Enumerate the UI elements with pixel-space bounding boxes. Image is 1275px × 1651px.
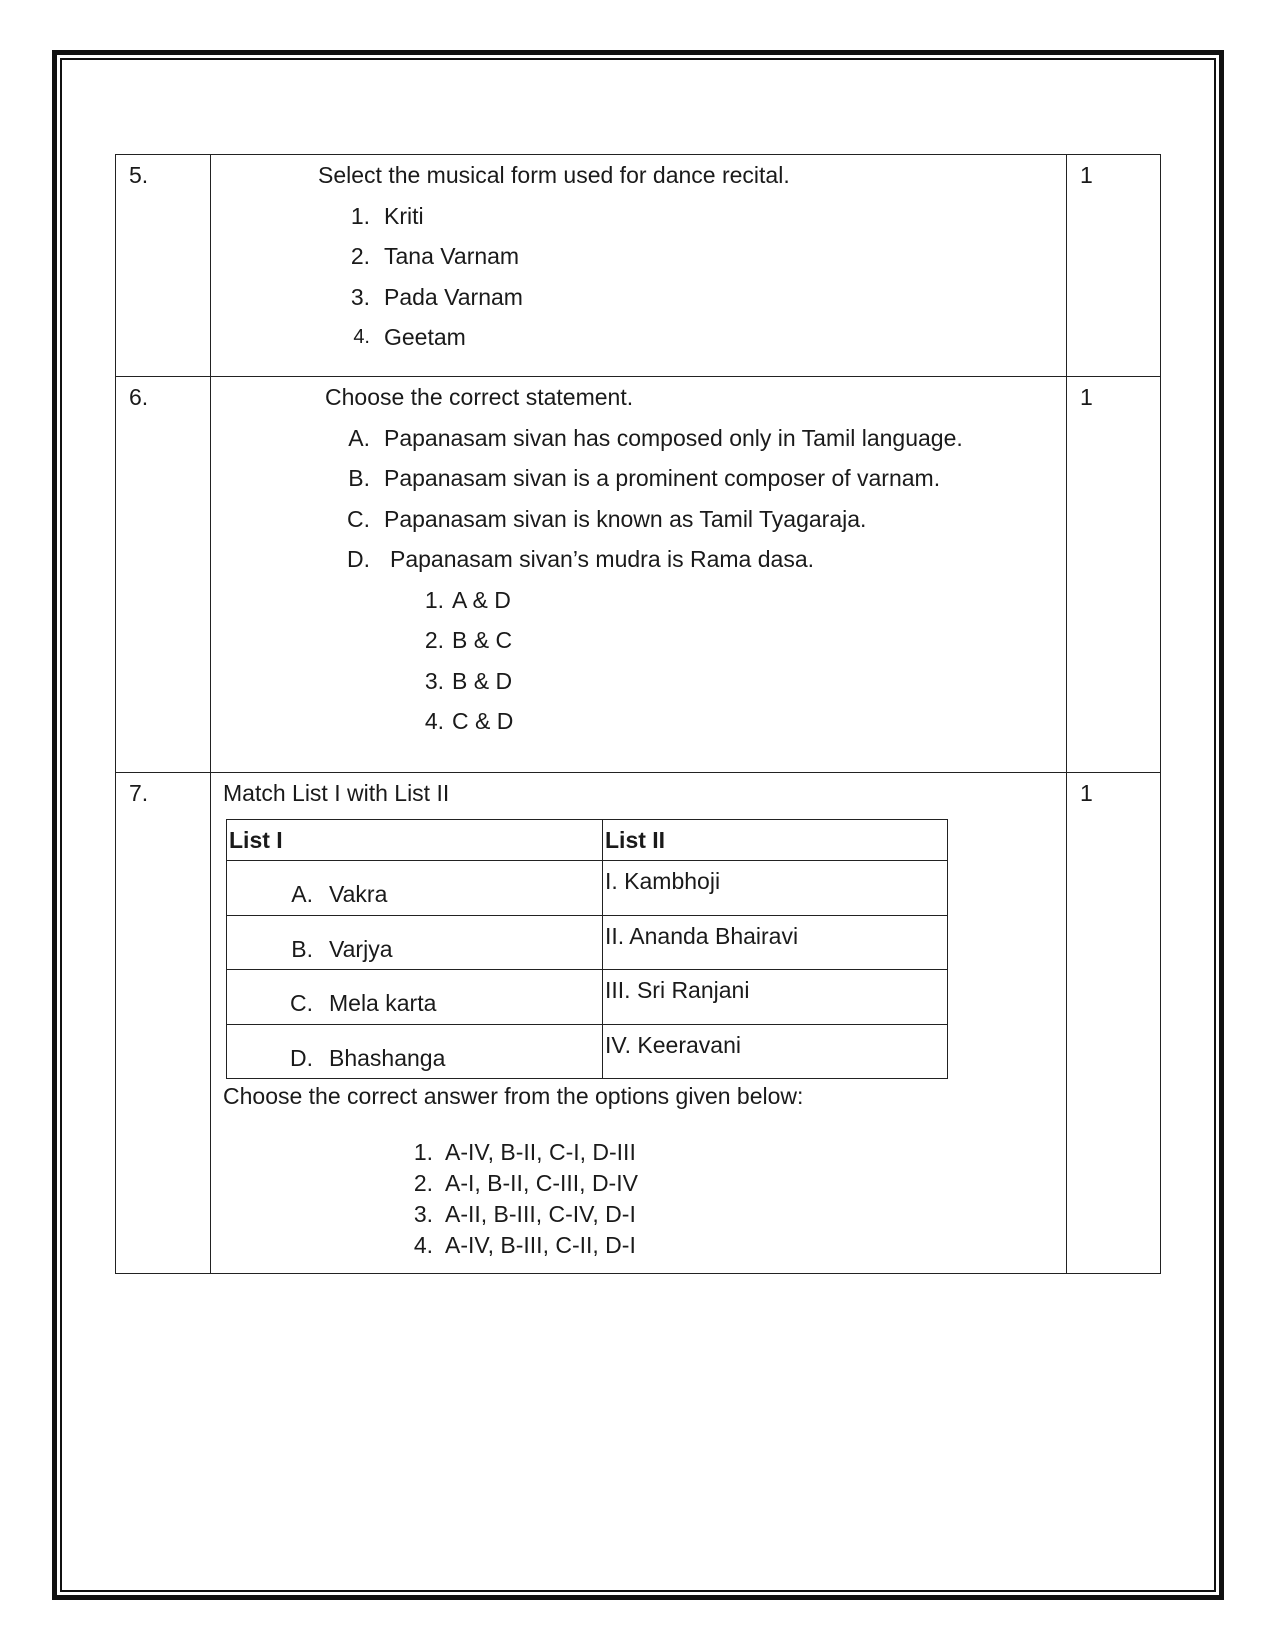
- option-item: 4. C & D: [424, 708, 514, 734]
- list-1-header: List I: [227, 819, 603, 861]
- option-item: 3. Pada Varnam: [350, 283, 523, 310]
- question-number: 7.: [116, 773, 211, 1274]
- list-2-item: IV. Keeravani: [603, 1024, 948, 1079]
- question-content: [211, 155, 1067, 377]
- list-2-header: List II: [603, 819, 948, 861]
- question-number: 5.: [116, 155, 211, 377]
- question-content: [211, 377, 1067, 773]
- option-item: 1. A & D: [424, 586, 511, 613]
- question-marks: 1: [1067, 773, 1161, 1274]
- option-item: 1. A-IV, B-II, C-I, D-III: [413, 1139, 636, 1165]
- statement-item: C. Papanasam sivan is known as Tamil Tyagaraja.: [347, 505, 867, 532]
- option-item: 2. A-I, B-II, C-III, D-IV: [413, 1170, 638, 1196]
- list-2-item: II. Ananda Bhairavi: [603, 915, 948, 970]
- match-header-row: [227, 819, 948, 861]
- question-row-5: [116, 155, 1161, 377]
- option-item: 2. B & C: [424, 627, 513, 653]
- match-table: [226, 819, 948, 1080]
- list-2-item: III. Sri Ranjani: [603, 970, 948, 1025]
- question-text: Select the musical form used for dance recital.: [318, 162, 790, 188]
- match-row: A. Vakra I. Kambhoji: [227, 861, 948, 916]
- option-item: 2. Tana Varnam: [350, 243, 520, 269]
- question-row-6: [116, 377, 1161, 773]
- question-table: [115, 154, 1161, 1274]
- question-marks: 1: [1067, 377, 1161, 773]
- question-number: 6.: [116, 377, 211, 773]
- match-row: D. Bhashanga IV. Keeravani: [227, 1024, 948, 1079]
- option-item: 3. B & D: [424, 667, 513, 694]
- match-row: C. Mela karta III. Sri Ranjani: [227, 970, 948, 1025]
- match-row: B. Varjya II. Ananda Bhairavi: [227, 915, 948, 970]
- question-text: Choose the correct statement.: [325, 384, 634, 410]
- option-item: 1. Kriti: [350, 202, 424, 229]
- statement-item: D. Papanasam sivan’s mudra is Rama dasa.: [347, 546, 815, 572]
- question-text: Match List I with List II: [223, 780, 450, 806]
- list-2-item: I. Kambhoji: [603, 861, 948, 916]
- option-item: 3. A-II, B-III, C-IV, D-I: [413, 1201, 636, 1227]
- statement-item: B. Papanasam sivan is a prominent composer of varnam.: [348, 465, 941, 491]
- option-item: 4. A-IV, B-III, C-II, D-I: [413, 1232, 636, 1258]
- question-content: [211, 773, 1067, 1274]
- question-marks: 1: [1067, 155, 1161, 377]
- option-item: 4. Geetam: [353, 324, 466, 350]
- statement-item: A. Papanasam sivan has composed only in Tamil language.: [348, 424, 963, 451]
- question-row-7: [116, 773, 1161, 1274]
- answer-instruction: Choose the correct answer from the options given below:: [223, 1083, 804, 1109]
